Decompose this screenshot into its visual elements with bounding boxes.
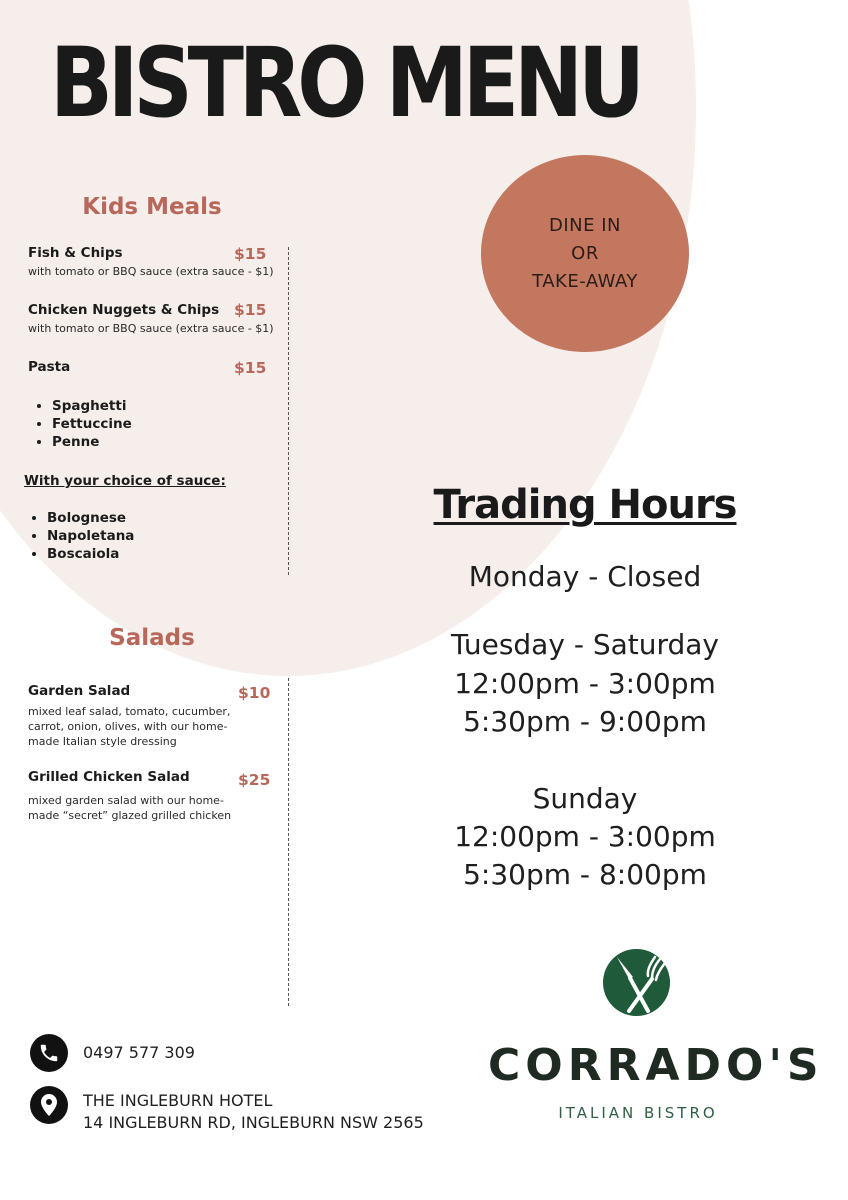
phone-number: 0497 577 309 [83,1043,195,1062]
list-item: • Fettuccine [52,415,132,433]
hours-tue-sat-lunch: 12:00pm - 3:00pm [454,667,716,700]
salads-heading: Salads [109,625,195,651]
dine-in-badge [481,155,689,352]
item-pasta-name: Pasta [28,359,71,375]
item-chicken-nuggets-desc: with tomato or BBQ sauce (extra sauce - $1) [28,322,274,335]
hours-sunday-dinner: 5:30pm - 8:00pm [463,858,707,891]
sauce-choice-heading: With your choice of sauce: [24,473,226,489]
list-item: • Spaghetti [52,397,132,415]
item-pasta-price: $15 [234,359,267,377]
sauce-list [25,509,134,563]
hours-sunday-label: Sunday [532,782,638,815]
hours-sunday-lunch: 12:00pm - 3:00pm [454,820,716,853]
phone-icon [30,1034,68,1072]
hours-tue-sat-dinner: 5:30pm - 9:00pm [463,705,707,738]
trading-hours-heading: Trading Hours [433,482,737,528]
kids-meals-divider [288,247,289,575]
desc-line: carrot, onion, olives, with our home- [28,720,228,733]
desc-line: made “secret” glazed grilled chicken [28,809,232,822]
salads-divider [288,678,289,1006]
hours-monday: Monday - Closed [468,560,702,593]
address-block [83,1090,424,1134]
item-chicken-nuggets-price: $15 [234,301,267,319]
dine-line: OR [571,242,599,264]
venue-name: THE INGLEBURN HOTEL [83,1091,273,1110]
item-fish-chips-price: $15 [234,245,267,263]
page-title: BISTRO MENU [50,27,640,139]
desc-line: mixed garden salad with our home- [28,794,224,807]
desc-line: made Italian style dressing [28,735,177,748]
item-grilled-chicken-salad-price: $25 [238,771,271,789]
item-chicken-nuggets-name: Chicken Nuggets & Chips [28,302,220,318]
hours-tue-sat-label: Tuesday - Saturday [451,628,719,661]
kids-meals-heading: Kids Meals [82,194,222,220]
street-address: 14 INGLEBURN RD, INGLEBURN NSW 2565 [83,1113,424,1132]
location-pin-icon [30,1086,68,1124]
item-garden-salad-name: Garden Salad [28,683,131,699]
desc-line: mixed leaf salad, tomato, cucumber, [28,705,231,718]
item-garden-salad-desc [28,704,230,749]
logo-subtitle: ITALIAN BISTRO [558,1104,718,1122]
list-item: • Bolognese [47,509,134,527]
logo-name: CORRADO'S [488,1040,824,1091]
item-garden-salad-price: $10 [238,684,271,702]
pasta-types-list [30,397,132,451]
dine-line: DINE IN [548,214,621,236]
list-item: • Boscaiola [47,545,134,563]
item-grilled-chicken-salad-name: Grilled Chicken Salad [28,769,190,785]
item-grilled-chicken-salad-desc [28,793,231,823]
list-item: • Penne [52,433,132,451]
item-fish-chips-name: Fish & Chips [28,245,123,261]
dine-line: TAKE-AWAY [532,270,638,292]
list-item: • Napoletana [47,527,134,545]
item-fish-chips-desc: with tomato or BBQ sauce (extra sauce - $1) [28,265,274,278]
fork-knife-icon [603,949,670,1016]
